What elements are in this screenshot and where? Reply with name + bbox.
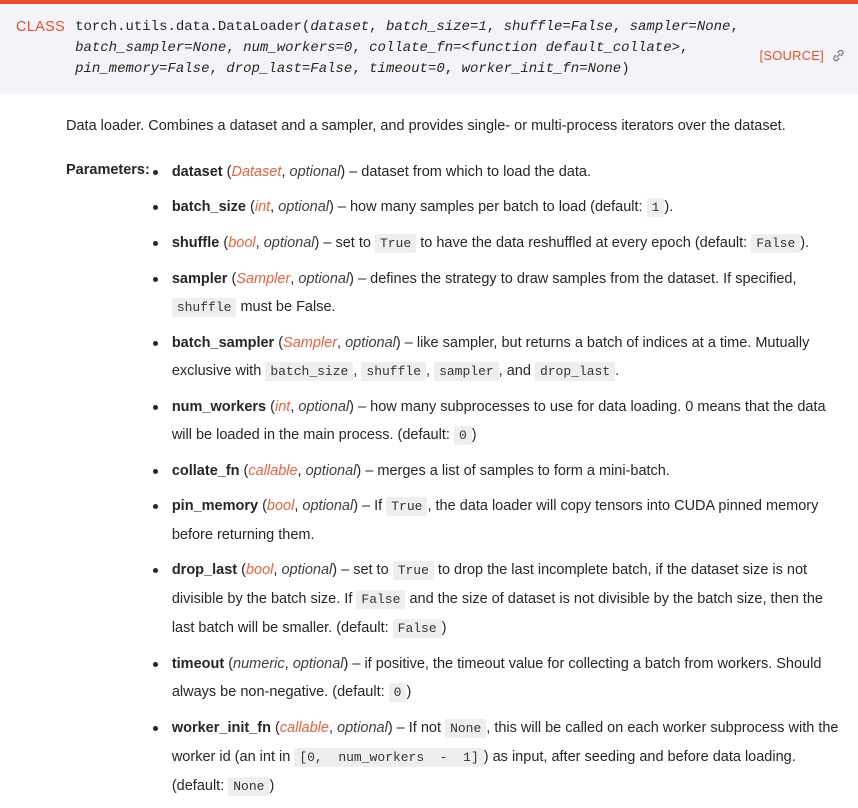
parameter-optional-flag: optional xyxy=(289,164,341,180)
inline-code: False xyxy=(356,590,405,609)
parameter-name: batch_size xyxy=(171,199,246,215)
signature-param: num_workers=0 xyxy=(243,40,353,56)
signature-param: collate_fn=<function default_collate> xyxy=(369,40,680,56)
signature-param: worker_init_fn=None xyxy=(461,61,622,77)
parameter-optional-flag: optional xyxy=(278,199,330,215)
class-keyword-tag: CLASS xyxy=(16,19,66,35)
inline-code: False xyxy=(751,234,800,253)
inline-code: True xyxy=(393,561,434,580)
parameter-name: num_workers xyxy=(171,399,267,415)
parameter-type[interactable]: callable xyxy=(248,463,298,479)
parameter-item: batch_size (int, optional) – how many samples per batch to load (default: 1 ). xyxy=(150,193,842,222)
parameter-description: how many samples per batch to load (default: 1 ). xyxy=(349,199,674,215)
parameter-name: drop_last xyxy=(171,562,238,578)
inline-code: sampler xyxy=(434,362,499,381)
parameter-name: shuffle xyxy=(171,235,220,251)
parameter-type[interactable]: int xyxy=(254,199,271,215)
parameter-optional-flag: optional xyxy=(345,335,396,351)
signature-param: pin_memory=False xyxy=(75,61,210,77)
parameter-description: defines the strategy to draw samples from the dataset. If specified, shuffle must be False. xyxy=(172,271,797,315)
parameter-name: batch_sampler xyxy=(171,335,275,351)
parameter-description: dataset from which to load the data. xyxy=(361,164,591,180)
class-signature-block xyxy=(0,0,858,94)
inline-code: batch_size xyxy=(265,362,353,381)
parameter-optional-flag: optional xyxy=(305,463,357,479)
parameter-description: set to True to have the data reshuffled at every epoch (default: False ). xyxy=(335,235,810,251)
parameter-type[interactable]: bool xyxy=(228,235,256,251)
parameter-name: collate_fn xyxy=(171,463,240,479)
parameter-description: merges a list of samples to form a mini-batch. xyxy=(377,463,670,479)
parameter-description: set to True to drop the last incomplete batch, if the dataset size is not divisible by the batch size. If False and the size of dataset is not divisible by the batch size, then the last batch will be smaller. (default: False ) xyxy=(171,562,823,636)
parameter-item: pin_memory (bool, optional) – If True , the data loader will copy tensors into CUDA pinned memory before returning them. xyxy=(150,492,842,549)
parameter-item: batch_sampler (Sampler, optional) – like sampler, but returns a batch of indices at a time. Mutually exclusive with batch_size , shuffle , sampler , and drop_last . xyxy=(150,329,842,386)
signature-line: torch.utils.data.DataLoader(dataset, batch_size=1, shuffle=False, sampler=None, xyxy=(75,19,739,35)
parameters-label: Parameters: xyxy=(66,162,150,178)
parameter-description: if positive, the timeout value for collecting a batch from workers. Should always be non-negative. (default: 0 ) xyxy=(171,656,822,700)
signature-param: dataset xyxy=(310,19,370,35)
parameter-name: sampler xyxy=(171,271,228,287)
doc-content xyxy=(0,94,858,808)
parameter-description: If True , the data loader will copy tensors into CUDA pinned memory before returning them. xyxy=(171,498,819,543)
class-description: Data loader. Combines a dataset and a sampler, and provides single- or multi-process iterators over the dataset. xyxy=(66,118,786,134)
parameter-name: dataset xyxy=(171,164,223,180)
parameter-type[interactable]: callable xyxy=(279,720,329,736)
parameter-type[interactable]: int xyxy=(274,399,291,415)
parameter-item: dataset (Dataset, optional) – dataset from which to load the data. xyxy=(150,158,842,186)
parameter-name: worker_init_fn xyxy=(171,720,271,736)
parameter-optional-flag: optional xyxy=(281,562,333,578)
inline-code: shuffle xyxy=(172,298,237,317)
parameter-item: num_workers (int, optional) – how many subprocesses to use for data loading. 0 means that the data will be loaded in the main process. (default: 0 ) xyxy=(150,393,842,450)
inline-code: 1 xyxy=(647,198,665,217)
parameters-field-list xyxy=(0,137,842,808)
link-icon[interactable] xyxy=(831,48,846,63)
signature-param: timeout=0 xyxy=(369,61,445,77)
parameter-name: timeout xyxy=(171,656,225,672)
signature-param: sampler=None xyxy=(629,19,731,35)
inline-code: 0 xyxy=(389,683,407,702)
parameter-type: numeric xyxy=(233,656,285,672)
inline-code: 0 xyxy=(454,426,472,445)
parameter-optional-flag: optional xyxy=(302,498,354,514)
parameter-type[interactable]: Sampler xyxy=(236,271,291,287)
parameter-type[interactable]: Sampler xyxy=(283,335,338,351)
parameters-body xyxy=(150,158,842,808)
signature-param: drop_last=False xyxy=(226,61,353,77)
parameter-item: drop_last (bool, optional) – set to True to drop the last incomplete batch, if the dataset size is not divisible by the batch size. If False and the size of dataset is not divisible by the batch size, then the last batch will be smaller. (default: False ) xyxy=(150,556,842,643)
parameter-description: like sampler, but returns a batch of indices at a time. Mutually exclusive with batch_size , shuffle , sampler , and drop_last . xyxy=(171,335,810,379)
signature-qualname: torch.utils.data.DataLoader( xyxy=(75,19,311,35)
parameter-item: timeout (numeric, optional) – if positive, the timeout value for collecting a batch from workers. Should always be non-negative. (default: 0 ) xyxy=(150,650,842,707)
inline-code: None xyxy=(228,777,269,796)
parameter-optional-flag: optional xyxy=(263,235,315,251)
parameter-description: how many subprocesses to use for data loading. 0 means that the data will be loaded in the main process. (default: 0 ) xyxy=(171,399,826,443)
parameter-type[interactable]: bool xyxy=(245,562,274,578)
signature-param: shuffle=False xyxy=(503,19,613,35)
parameter-item: shuffle (bool, optional) – set to True to have the data reshuffled at every epoch (default: False ). xyxy=(150,229,842,258)
signature-line: pin_memory=False, drop_last=False, timeout=0, worker_init_fn=None) xyxy=(75,61,630,77)
parameter-optional-flag: optional xyxy=(298,271,350,287)
parameter-list xyxy=(150,158,842,801)
parameter-optional-flag: optional xyxy=(298,399,350,415)
signature-param: batch_sampler=None xyxy=(75,40,227,56)
parameter-description: If not None , this will be called on each worker subprocess with the worker id (an int in [0, num_workers - 1] ) as input, after seeding and before data loading. (default: None ) xyxy=(171,720,839,794)
parameter-optional-flag: optional xyxy=(292,656,344,672)
parameter-item: collate_fn (callable, optional) – merges a list of samples to form a mini-batch. xyxy=(150,457,842,485)
parameter-item: sampler (Sampler, optional) – defines the strategy to draw samples from the dataset. If specified, shuffle must be False. xyxy=(150,265,842,322)
parameter-type[interactable]: Dataset xyxy=(231,164,282,180)
inline-code: True xyxy=(375,234,416,253)
inline-code: False xyxy=(393,619,442,638)
parameter-type[interactable]: bool xyxy=(266,498,295,514)
inline-code: None xyxy=(445,719,486,738)
signature-code xyxy=(75,17,849,80)
source-link[interactable]: [SOURCE] xyxy=(759,48,824,63)
parameter-name: pin_memory xyxy=(171,498,259,514)
inline-code: drop_last xyxy=(535,362,615,381)
inline-code: [0, num_workers - 1] xyxy=(294,748,483,767)
signature-row xyxy=(8,17,842,80)
source-link-group xyxy=(760,48,846,63)
inline-code: True xyxy=(386,497,427,516)
parameter-item: worker_init_fn (callable, optional) – If not None , this will be called on each worker subprocess with the worker id (an int in [0, num_workers - 1] ) as input, after seeding and before data loading. (default: None ) xyxy=(150,714,842,801)
signature-line: batch_sampler=None, num_workers=0, collate_fn=<function default_collate>, xyxy=(75,40,689,56)
inline-code: shuffle xyxy=(361,362,426,381)
signature-param: batch_size=1 xyxy=(385,19,487,35)
parameter-optional-flag: optional xyxy=(337,720,388,736)
